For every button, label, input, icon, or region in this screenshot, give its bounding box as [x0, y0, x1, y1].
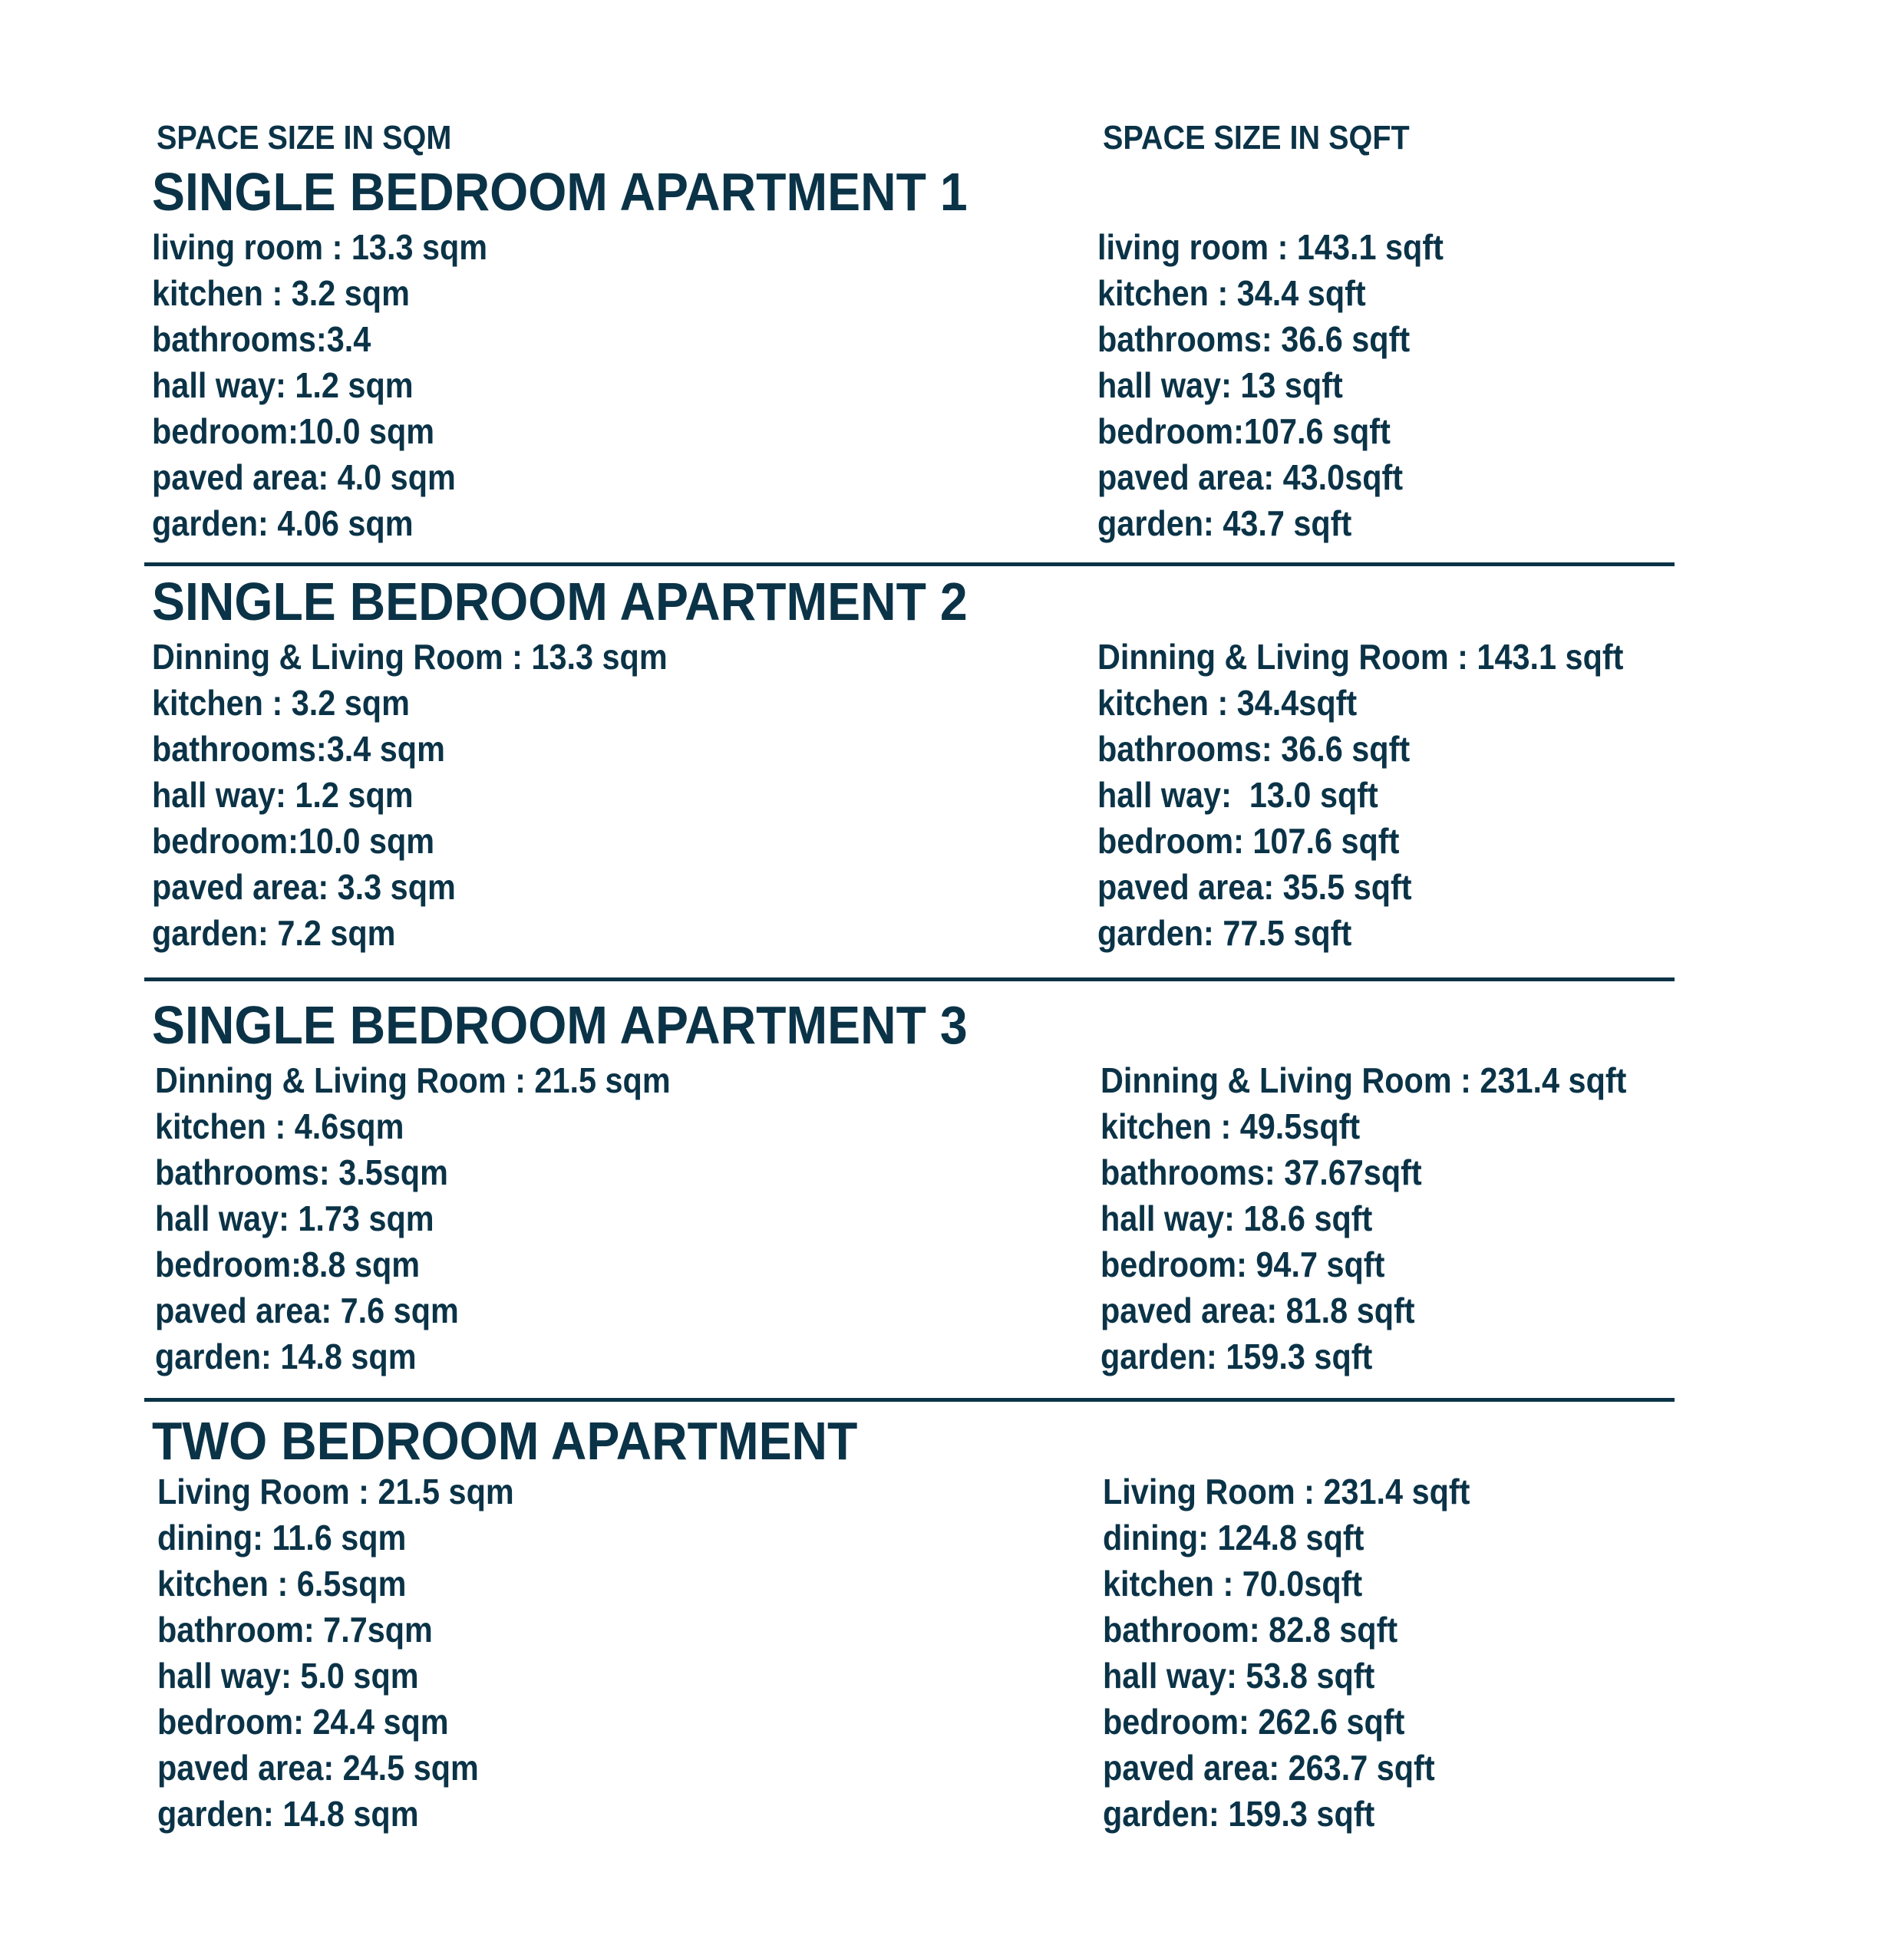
list-item: living room : 143.1 sqft — [1097, 227, 1444, 267]
list-item: paved area: 3.3 sqm — [152, 867, 456, 907]
list-item: kitchen : 6.5sqm — [157, 1564, 407, 1604]
list-item: hall way: 1.2 sqm — [152, 365, 414, 405]
list-item: hall way: 18.6 sqft — [1100, 1198, 1373, 1238]
list-item: bathroom: 7.7sqm — [157, 1610, 433, 1650]
list-item: Living Room : 21.5 sqm — [157, 1472, 514, 1511]
list-item: garden: 14.8 sqm — [157, 1794, 419, 1834]
list-item: bedroom:8.8 sqm — [155, 1244, 421, 1284]
list-item: bedroom: 94.7 sqft — [1100, 1244, 1385, 1284]
section-title: SINGLE BEDROOM APARTMENT 3 — [152, 995, 968, 1055]
list-item: paved area: 4.0 sqm — [152, 457, 456, 497]
list-item: bedroom: 24.4 sqm — [157, 1702, 449, 1742]
list-item: bedroom:10.0 sqm — [152, 821, 435, 861]
list-item: Dinning & Living Room : 231.4 sqft — [1100, 1060, 1627, 1100]
list-item: hall way: 13 sqft — [1097, 365, 1343, 405]
list-item: kitchen : 4.6sqm — [155, 1106, 404, 1146]
list-item: bedroom:107.6 sqft — [1097, 411, 1391, 451]
list-item: Living Room : 231.4 sqft — [1103, 1472, 1470, 1511]
sqm-list — [152, 634, 724, 956]
list-item: paved area: 24.5 sqm — [157, 1748, 479, 1788]
column-header-sqft: SPACE SIZE IN SQFT — [1103, 119, 1410, 157]
list-item: Dinning & Living Room : 21.5 sqm — [155, 1060, 671, 1100]
list-item: hall way: 5.0 sqm — [157, 1656, 419, 1696]
section-title: SINGLE BEDROOM APARTMENT 1 — [152, 162, 968, 222]
list-item: bathrooms: 37.67sqft — [1100, 1152, 1422, 1192]
list-item: garden: 77.5 sqft — [1097, 913, 1352, 953]
list-item: garden: 159.3 sqft — [1100, 1337, 1373, 1376]
list-item: paved area: 35.5 sqft — [1097, 867, 1412, 907]
sqm-list — [152, 224, 525, 546]
list-item: garden: 43.7 sqft — [1097, 503, 1352, 543]
list-item: garden: 4.06 sqm — [152, 503, 414, 543]
sqm-list — [157, 1469, 553, 1837]
sqft-list — [1100, 1057, 1685, 1380]
list-item: dining: 124.8 sqft — [1103, 1518, 1364, 1558]
list-item: living room : 13.3 sqm — [152, 227, 488, 267]
list-item: kitchen : 3.2 sqm — [152, 273, 410, 313]
sqft-list — [1097, 634, 1682, 956]
list-item: paved area: 81.8 sqft — [1100, 1291, 1415, 1330]
list-item: bedroom:10.0 sqm — [152, 411, 435, 451]
list-item: hall way: 1.2 sqm — [152, 775, 414, 815]
list-item: bathrooms: 36.6 sqft — [1097, 319, 1411, 359]
section-title: TWO BEDROOM APARTMENT — [152, 1411, 858, 1471]
list-item: bathrooms:3.4 sqm — [152, 729, 445, 769]
list-item: Dinning & Living Room : 143.1 sqft — [1097, 637, 1624, 677]
sqft-list — [1103, 1469, 1511, 1837]
list-item: kitchen : 3.2 sqm — [152, 683, 410, 723]
list-item: hall way: 13.0 sqft — [1097, 775, 1378, 815]
list-item: kitchen : 49.5sqft — [1100, 1106, 1361, 1146]
divider — [144, 977, 1675, 981]
list-item: garden: 159.3 sqft — [1103, 1794, 1375, 1834]
list-item: kitchen : 34.4sqft — [1097, 683, 1358, 723]
list-item: bathrooms: 36.6 sqft — [1097, 729, 1411, 769]
list-item: hall way: 53.8 sqft — [1103, 1656, 1375, 1696]
list-item: kitchen : 34.4 sqft — [1097, 273, 1366, 313]
list-item: dining: 11.6 sqm — [157, 1518, 407, 1558]
list-item: bedroom: 107.6 sqft — [1097, 821, 1400, 861]
list-item: hall way: 1.73 sqm — [155, 1198, 434, 1238]
column-header-sqm: SPACE SIZE IN SQM — [157, 119, 452, 157]
list-item: bathrooms: 3.5sqm — [155, 1152, 448, 1192]
list-item: paved area: 7.6 sqm — [155, 1291, 459, 1330]
list-item: bedroom: 262.6 sqft — [1103, 1702, 1405, 1742]
list-item: Dinning & Living Room : 13.3 sqm — [152, 637, 668, 677]
list-item: paved area: 263.7 sqft — [1103, 1748, 1435, 1788]
list-item: garden: 7.2 sqm — [152, 913, 396, 953]
sqft-list — [1097, 224, 1482, 546]
section-title: SINGLE BEDROOM APARTMENT 2 — [152, 572, 968, 631]
list-item: paved area: 43.0sqft — [1097, 457, 1404, 497]
list-item: garden: 14.8 sqm — [155, 1337, 417, 1376]
sqm-list — [155, 1057, 728, 1380]
list-item: bathrooms:3.4 — [152, 319, 371, 359]
list-item: bathroom: 82.8 sqft — [1103, 1610, 1398, 1650]
list-item: kitchen : 70.0sqft — [1103, 1564, 1363, 1604]
divider — [144, 562, 1675, 566]
divider — [144, 1398, 1675, 1402]
